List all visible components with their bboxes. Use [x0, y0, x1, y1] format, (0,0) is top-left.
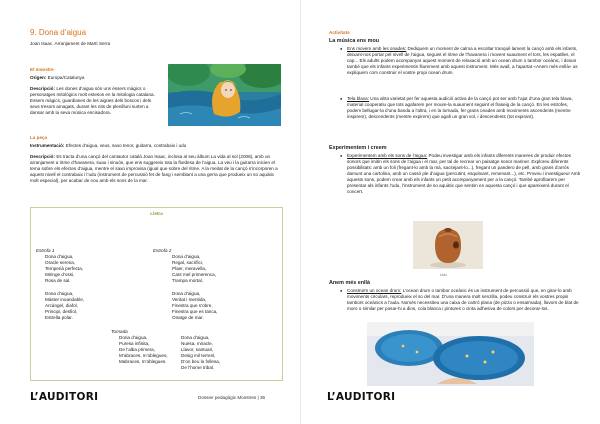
lyric-line: Miringe d’ossi, [45, 272, 75, 277]
lyric-line: Dona d’aigua, [45, 291, 74, 296]
lyrics-col2b [172, 291, 262, 321]
lyric-line: Dona d’aigua, [181, 335, 210, 340]
page-title: 9. Dona d’aigua [30, 28, 87, 37]
udu-photo [413, 221, 483, 269]
activity-text: Podeu investigar amb els infants diferents maneres de produir efectes sonors que imitin els sons de l’aigua i el mar, per tal de recrear un paisatge sonor mariner. Exploreu diferents possibilitats: amb un foli (fregant-lo amb la mà, sacsejant-lo...), fregant un pandero de pell, amb grans d’arròs damunt una cartolina, amb un cassó ple d’aigua (percutint, esquitxant, remenant...), etc. Proveu i investigueu! Amb aquests sons, podem crear amb els infants un petit acompanyament per a la cançó. També aprofitarem per presentar als infants l’udu, l’instrument de so aquàtic que sentim en aquesta cançó i que apareixerà durant el concert. [347, 153, 581, 194]
lyrics-col2 [172, 254, 252, 284]
lyric-line: Principi, desfiol, [45, 309, 78, 314]
lyrics-col1-title: Estrofa 1 [36, 248, 55, 253]
activities-heading: Activitats [329, 30, 350, 35]
lyric-line: Onatge de mar. [172, 315, 204, 320]
monster-desc-label: Descripció: [30, 86, 56, 91]
song-description [30, 154, 281, 184]
lyric-line: Dona d’aigua, [119, 335, 148, 340]
lyrics-col1 [45, 254, 120, 284]
lyric-line: Finestra que s’obre, [172, 303, 213, 308]
lyric-line: Dona d’aigua, [172, 254, 201, 259]
water-woman-illustration [168, 64, 281, 126]
activity-text: Una altra varietat per fer aquesta audició activa de la cançó pot ser amb l’ajut d’una gran tela blava, material cooperatiu que tots agafarem per moure-la suaument seguint el fraseig de la cançó. En les estrofes, podem bellugar-la d’una banda a l’altra, i en la tornada, fer grans onades amb moviments ascendents (mentre inspirem), descendents (mentre expirem) que agafi un gran vol, i descendents (tot expirant). [347, 96, 573, 119]
lyric-line: Rosa de sal. [45, 278, 71, 283]
image-caption: Udu [440, 273, 447, 277]
activity-item [347, 288, 582, 312]
activity-label: Tela blava: [347, 96, 369, 101]
lyric-line: Llavor, santuari, [181, 347, 214, 352]
activity-text: Dediquem un moment de calma a escoltar tranquil·lament la cançó amb els infants, deixant-nos portar pel nivell de l’aigua, seguint el ritme de l’havanera i movent suaument el tors, les espatlles, el cap... Els adults podem acompanyar aquest moment de relaxació amb un ocean drum o tambor oceànic, i deixar també que els infants experimentin lliurement amb aquest instrument. Més avall, a l’apartat «Anem més enllà» us expliquem com construir el vostre propi ocean drum. [347, 46, 578, 75]
lyric-line: Trampa mortal, [172, 278, 203, 283]
beyond-heading: Anem més enllà [329, 280, 371, 286]
lyric-line: Oracle serena, [45, 260, 76, 265]
lyric-line: D’on beu la follesa, [181, 359, 221, 364]
auditori-logo: L’AUDITORI [30, 391, 99, 403]
lyric-line: Veritat i mentida, [172, 297, 207, 302]
monster-heading: El monstre [30, 67, 54, 72]
lyrics-chorus-b [181, 335, 277, 371]
song-desc-label: Descripció: [30, 154, 56, 159]
song-instrumentation [30, 143, 280, 149]
lyrics-heading: Lletra [150, 211, 163, 216]
lyrics-col2-title: Estrofa 2 [153, 248, 172, 253]
page-subtitle: Joan Isaac. Arranjament de Martí Serra [30, 41, 111, 46]
lyric-line: Puresa infinita, [119, 341, 150, 346]
activity-item [347, 96, 582, 120]
activity-item [347, 46, 582, 76]
lyric-line: Dona d’aigua, [172, 291, 201, 296]
lyric-line: Màster inoandable, [45, 297, 85, 302]
lyric-line: Desig mil terrenl, [181, 353, 216, 358]
footer-sep: | [257, 395, 260, 400]
lyric-line: Arcàngel, diafol, [45, 303, 78, 308]
lyric-line: De l’alba primera, [119, 347, 155, 352]
instr-value: Efectes d’aigua, veus, saxo tenor, guitarra, contrabaix i udu [65, 143, 187, 148]
music-heading: La música ens mou [329, 38, 380, 44]
activity-label: Construïm un ocean drum: [347, 288, 402, 293]
monster-desc-text: Les dones d’aigua són uns éssers màgics o personatges mitològics molt estesos en la mitologia catalana. Essers màgics, guardianes de les aigües dels boscos i dels seus tresors amagats, durant les nits de plenilluni surten a dansar amb la seva música encisadora. [30, 86, 155, 115]
lyric-line: Temperià perfecta, [45, 266, 84, 271]
lyric-line: De l’home tribal. [181, 365, 215, 370]
song-heading: La peça [30, 135, 48, 140]
lyric-line: Estrella polar. [45, 315, 73, 320]
lyric-line: M’abraces, m’oblegues, [119, 353, 168, 358]
lyrics-chorus-title: Tornada [111, 329, 128, 334]
auditori-logo: L’AUDITORI [327, 391, 396, 403]
lyric-line: Cant mel primerenca, [172, 272, 216, 277]
activity-item [347, 153, 582, 195]
lyric-line: Mabraces, m’oblegues. [119, 359, 167, 364]
lyric-line: Plaer, meravella, [172, 266, 207, 271]
activity-label: Experimentem amb els sons de l’aigua: [347, 153, 428, 158]
origin-label: Origen: [30, 75, 47, 80]
right-page [300, 0, 600, 424]
lyric-line: Regal, sacrifici, [172, 260, 204, 265]
ocean-drum-photo [367, 322, 534, 386]
lyrics-col1b [45, 291, 120, 321]
activity-text: L’ocean drum o tambor oceànic és un instrument de percussió que, en girar-lo amb moviments circulars, reprodueix el so del mar. D’una manera molt senzilla, podeu construir els vostres propis tambors oceànics a l’aula. Només necessiteu una caixa de cartró plana (de pizza o ensaïmada), llavors de blat de moro o similar per posar-hi a dins, cola blanca i pintures o cinta adhesiva de colors per decorar-los. [347, 288, 579, 311]
page-number: 36 [259, 395, 266, 400]
footer-text [198, 395, 265, 400]
monster-description [30, 86, 156, 116]
experiment-heading: Experimentem i creem [329, 145, 387, 151]
activity-label: Ens movem amb les onades: [347, 46, 407, 51]
lyrics-box [30, 207, 283, 381]
lyric-line: Finestra que es tanca, [172, 309, 218, 314]
song-desc-text: Es tracta d’una cançó del cantautor català Joan Isaac, inclosa al seu àlbum La vida al sol (2008), amb un arranjament a ritme d’havanera, suau i sinuós, que ens suggereix tota la fluïdesa de l’aigua. La veu i la guitarra inicien el tema sobre els efectes d’aigua, mentre el saxo improvisa (igual que sobre del ritme. A la meitat de la cançó s’incorporen a aquest nivell el contrabaix i l’udu (instrument de percussió fet de fang i semblant a una gerra que produeix un so aquàtic molt especial), per acabar de nou amb els sons de la mar. [30, 154, 278, 183]
origin-value: Europa/Catalunya [47, 75, 85, 80]
monster-origin [30, 75, 155, 81]
footer-title: Dossier pedagògic Monstres [198, 395, 257, 400]
instr-label: Instrumentació: [30, 143, 65, 148]
lyric-line: Nuesa, miracle, [181, 341, 213, 346]
lyric-line: Dona d’aigua, [45, 254, 74, 259]
